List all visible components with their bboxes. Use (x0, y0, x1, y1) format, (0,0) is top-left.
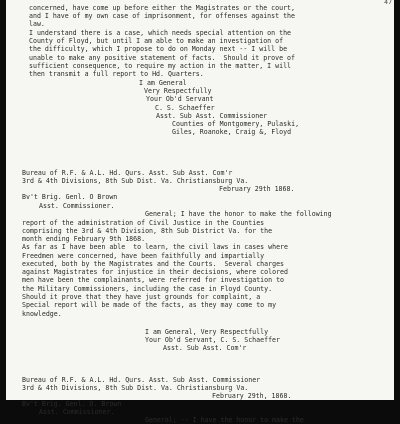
text-line: General; -- I have the honor to make the (145, 416, 304, 424)
page-number: 47 (384, 0, 392, 6)
text-line: Asst. Commissioner. (39, 408, 115, 416)
text-line: sufficient consequence, to require my action in the matter, I will (29, 62, 292, 70)
text-line: Giles, Roanoke, Craig &, Floyd (172, 128, 292, 136)
document-page (6, 0, 394, 424)
text-line: men have been the complainants, were referred for investigation to (22, 276, 285, 284)
text-line: the Military Commissioners, including the case in Floyd County. (22, 285, 273, 293)
text-line: Special report will be made of the facts, as they may come to my (22, 301, 277, 309)
text-line: Asst. Sub Asst. Com'r (163, 344, 247, 352)
text-line: the difficulty, which I propose to do on Monday next -- I will be (29, 45, 288, 53)
text-line: Counties of Montgomery, Pulaski, (172, 120, 300, 128)
text-line: comprising the 3rd & 4th Division, 8th Sub District Va. for the (22, 227, 273, 235)
text-line: Bv't Brig. Genl. O Brown (22, 193, 118, 201)
text-line: Bv't Brig. Genl. O. Brown (22, 400, 122, 408)
text-line: Asst. Sub Asst. Commissioner (156, 112, 268, 120)
text-line: February 29th 1868. (219, 185, 295, 193)
text-line: knowledge. (22, 310, 62, 318)
text-line: Very Respectfully (144, 87, 212, 95)
text-line: then transmit a full report to Hd. Quarters. (29, 70, 204, 78)
text-line: County of Floyd, but until I am able to make an investigation of (29, 37, 284, 45)
text-line: General; I have the honor to make the following (145, 210, 332, 218)
text-line: As far as I have been able to learn, the civil laws in cases where (22, 243, 288, 251)
text-line: Bureau of R.F. & A.L. Hd. Qurs. Asst. Sub Asst. Com'r (22, 169, 233, 177)
text-line: 3rd & 4th Divisions, 8th Sub Dist. Va. Christiansburg Va. (22, 384, 249, 392)
text-line: I am General (139, 79, 187, 87)
text-line: I understand there is a case, which needs special attention on the (29, 29, 292, 37)
text-line: month ending February 9th 1868. (22, 235, 146, 243)
text-line: Your Ob'd Servant, C. S. Schaeffer (145, 336, 280, 344)
text-line: law. (29, 20, 45, 28)
text-line: Asst. Commissioner. (39, 202, 115, 210)
text-line: report of the administration of Civil Justice in the Counties (22, 219, 265, 227)
text-line: Should it prove that they have just grounds for complaint, a (22, 293, 261, 301)
text-line: 3rd & 4th Divisions, 8th Sub Dist. Va. Christiansburg Va. (22, 177, 249, 185)
text-line: C. S. Schaeffer (155, 104, 215, 112)
text-line: concerned, have come up before either the Magistrates or the court, (29, 4, 295, 12)
text-line: February 29th, 1868. (212, 392, 292, 400)
text-line: Bureau of R.F. & A.L. Hd. Qurs. Asst. Sub Asst. Commissioner (22, 376, 261, 384)
text-line: executed, both by the Magistrates and the Courts. Several charges (22, 260, 285, 268)
text-line: against Magistrates for injustice in their decisions, where colored (22, 268, 288, 276)
text-line: Your Ob'd Servant (146, 95, 214, 103)
text-line: I am General, Very Respectfully (145, 328, 269, 336)
text-line: unable to make any positive statement of facts. Should it prove of (29, 54, 295, 62)
text-line: Freedmen were concerned, have been faithfully and impartially (22, 252, 265, 260)
text-line: and I have of my own case of imprisonment, for offenses against the (29, 12, 295, 20)
